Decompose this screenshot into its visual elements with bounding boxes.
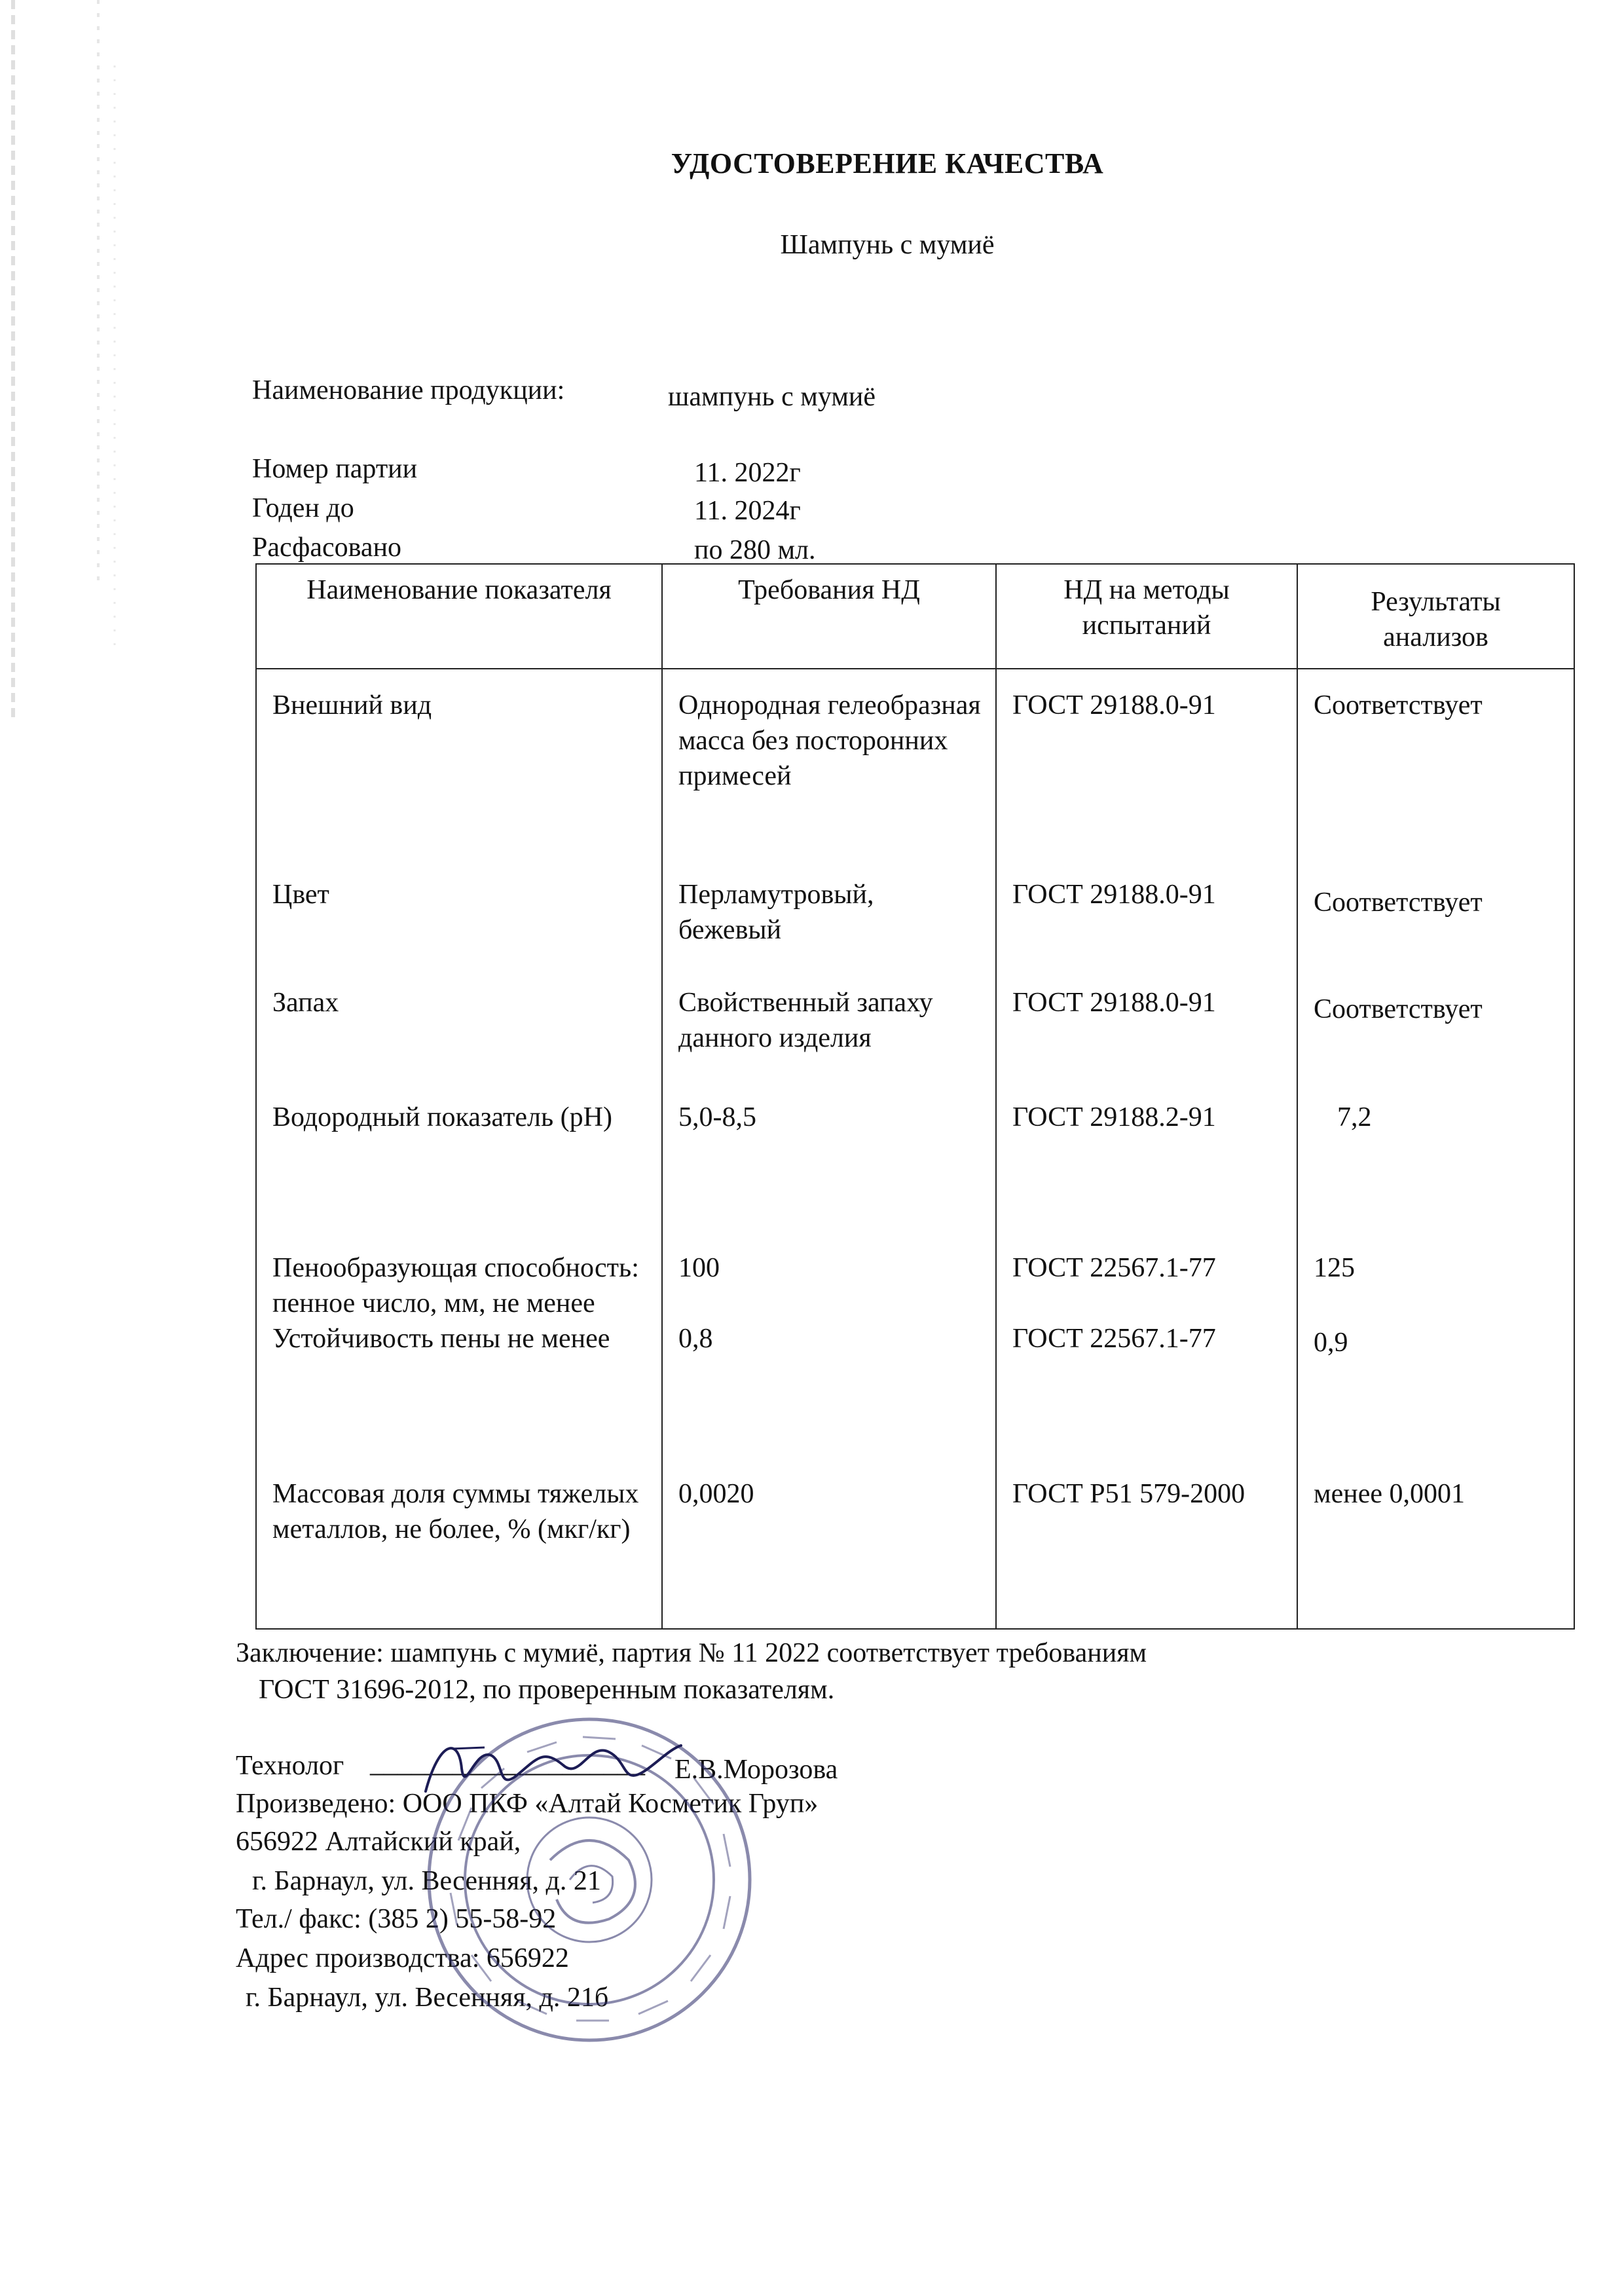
phone: Тел./ факс: (385 2) 55-58-92 [236,1904,557,1934]
producer: Произведено: ООО ПКФ «Алтай Косметик Груп» [236,1789,819,1819]
table-row [256,1458,1574,1629]
cell-method: ГОСТ 29188.0-91 [996,967,1297,1081]
cell-indicator: Водородный показатель (pH) [256,1081,662,1232]
cell-indicator: Внешний вид [256,669,662,859]
cell-requirement: 5,0-8,5 [662,1081,996,1232]
technologist-label: Технолог [236,1751,344,1781]
batch-label: Номер партии [252,454,418,484]
technologist-name: Е.В.Морозова [674,1755,838,1785]
product-label: Наименование продукции: [252,375,565,405]
table-header-row [256,564,1574,669]
expiry-value: 11. 2024г [694,496,801,526]
cell-result: 7,2 [1297,1081,1574,1232]
cell-requirement-2: 0,8 [678,1324,713,1354]
cell-result: 125 [1314,1253,1355,1283]
batch-value: 11. 2022г [694,458,801,488]
cell-indicator: Массовая доля суммы тяжелых металлов, не более, % (мкг/кг) [256,1458,662,1629]
packed-value: по 280 мл. [694,535,816,565]
address-line-1: 656922 Алтайский край, [236,1827,521,1857]
table-row [256,1081,1574,1232]
cell-result: Соответствует [1297,967,1574,1081]
cell-result: менее 0,0001 [1297,1458,1574,1629]
signature-line: ____________________ [370,1748,645,1778]
header-methods: НД на методы испытаний [996,564,1297,669]
address-line-2: г. Барнаул, ул. Весенняя, д. 21 [252,1866,601,1896]
signature-icon [413,1729,688,1808]
cell-method: ГОСТ 22567.1-77 [1012,1253,1216,1283]
conclusion-line-1: Заключение: шампунь с мумиё, партия № 11 2022 соответствует требованиям [236,1638,1147,1668]
packed-label: Расфасовано [252,532,402,563]
production-address-line-2: г. Барнаул, ул. Весенняя, д. 21б [246,1983,609,2013]
cell-result: Соответствует [1297,859,1574,967]
cell-result: Соответствует [1297,669,1574,859]
table-row [256,967,1574,1081]
cell-requirement: 100 [678,1253,720,1283]
cell-method-2: ГОСТ 22567.1-77 [1012,1324,1216,1354]
cell-indicator: Цвет [256,859,662,967]
expiry-label: Годен до [252,493,354,523]
document-subtitle: Шампунь с мумиё [780,230,995,260]
table-row [256,669,1574,859]
cell-requirement: Однородная гелеобразная масса без посторонних примесей [662,669,996,859]
cell-method: ГОСТ 29188.2-91 [996,1081,1297,1232]
header-requirements: Требования НД [662,564,996,669]
table-row [256,859,1574,967]
cell-requirement: Свойственный запаху данного изделия [662,967,996,1081]
document-title: УДОСТОВЕРЕНИЕ КАЧЕСТВА [671,147,1104,179]
cell-result-2: 0,9 [1314,1328,1348,1358]
cell-indicator: Пенообразующая способность: пенное число, мм, не менее Устойчивость пены не менее [256,1232,662,1458]
cell-method: ГОСТ 29188.0-91 [996,859,1297,967]
cell-method: ГОСТ 29188.0-91 [996,669,1297,859]
conclusion-line-2: ГОСТ 31696-2012, по проверенным показателям. [259,1675,835,1705]
header-indicator: Наименование показателя [256,564,662,669]
table-row [256,1232,1574,1458]
header-results: Результаты анализов [1297,564,1574,669]
cell-requirement: Перламутровый, бежевый [662,859,996,967]
cell-method: ГОСТ Р51 579-2000 [996,1458,1297,1629]
quality-table [255,563,1575,1630]
product-value: шампунь с мумиё [668,382,876,412]
cell-requirement: 0,0020 [662,1458,996,1629]
scan-artifact [0,0,151,720]
cell-indicator: Запах [256,967,662,1081]
production-address-line-1: Адрес производства: 656922 [236,1943,569,1973]
